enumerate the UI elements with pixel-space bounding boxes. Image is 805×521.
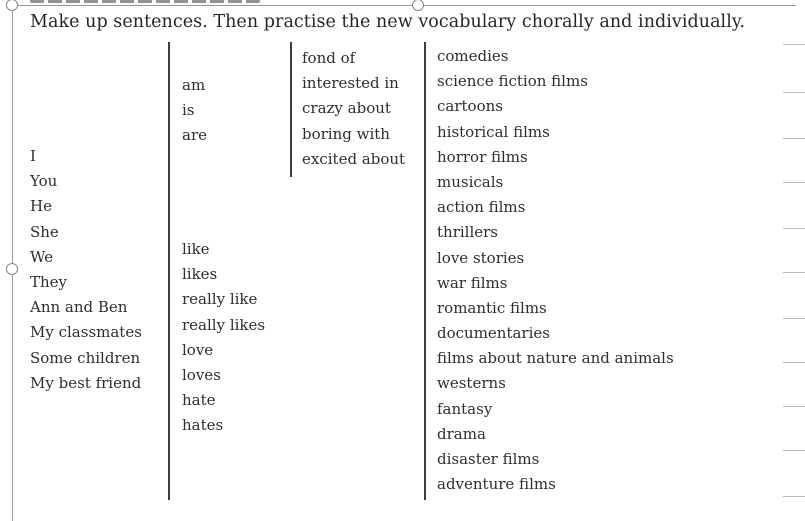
like-verb-item: really like (182, 290, 258, 309)
adjective-item: fond of (302, 49, 356, 67)
subject-item: I (30, 147, 36, 165)
film-genre-item: war films (437, 273, 508, 292)
like-verb-item: love (182, 340, 214, 359)
instruction-text: Make up sentences. Then practise the new vocabulary chorally and individually. (30, 12, 746, 32)
like-verb-item: likes (182, 265, 218, 284)
be-verb-item: am (182, 76, 206, 94)
like-verb-item: hates (182, 416, 224, 435)
like-verbs-column (182, 237, 265, 439)
film-genre-item: disaster films (437, 450, 540, 468)
subject-item: You (30, 172, 58, 191)
subject-item: We (30, 247, 54, 266)
film-genre-item: drama (437, 424, 486, 443)
film-genre-item: romantic films (437, 298, 547, 317)
film-genre-item: westerns (437, 374, 506, 393)
margin-tick (783, 496, 805, 497)
film-genre-item: historical films (437, 122, 550, 141)
margin-tick (783, 182, 805, 183)
column-divider-2 (290, 42, 292, 177)
film-genre-item: thrillers (437, 223, 498, 242)
subject-item: My classmates (30, 323, 142, 342)
resize-handle-top-middle[interactable] (412, 0, 424, 11)
adjective-item: excited about (302, 149, 406, 168)
film-genre-item: musicals (437, 172, 504, 191)
adjective-item: boring with (302, 124, 390, 143)
subjects-column (30, 144, 142, 396)
column-divider-1 (168, 42, 170, 500)
like-verb-item: hate (182, 391, 216, 410)
like-verb-item: like (182, 240, 210, 258)
resize-handle-top-left[interactable] (6, 0, 18, 11)
be-verbs-column (182, 73, 207, 149)
margin-tick (783, 228, 805, 229)
cropped-heading-fragment (30, 0, 260, 3)
be-verb-item: are (182, 126, 207, 145)
film-genre-item: adventure films (437, 475, 556, 494)
margin-tick (783, 92, 805, 93)
subject-item: They (30, 272, 68, 291)
subject-item: My best friend (30, 373, 142, 392)
margin-tick (783, 406, 805, 407)
subject-item: He (30, 197, 52, 216)
adjective-item: interested in (302, 74, 399, 93)
film-genre-item: fantasy (437, 399, 493, 418)
margin-tick (783, 450, 805, 451)
film-genre-item: films about nature and animals (437, 349, 674, 368)
column-divider-3 (424, 42, 426, 500)
subject-item: Ann and Ben (30, 298, 128, 317)
like-verb-item: really likes (182, 315, 266, 334)
be-verb-item: is (182, 101, 195, 120)
like-verb-item: loves (182, 365, 221, 384)
film-genre-item: cartoons (437, 97, 503, 116)
films-column (437, 44, 674, 497)
subject-item: Some children (30, 348, 141, 367)
resize-handle-middle-left[interactable] (6, 263, 18, 275)
film-genre-item: action films (437, 198, 526, 217)
film-genre-item: documentaries (437, 324, 550, 343)
margin-tick (783, 44, 805, 45)
film-genre-item: science fiction films (437, 72, 588, 91)
adjectives-column (302, 46, 405, 172)
adjective-item: crazy about (302, 99, 391, 118)
selection-frame-top (12, 5, 796, 6)
film-genre-item: love stories (437, 248, 525, 267)
margin-tick (783, 362, 805, 363)
film-genre-item: comedies (437, 47, 509, 65)
subject-item: She (30, 222, 59, 241)
margin-tick (783, 138, 805, 139)
film-genre-item: horror films (437, 147, 528, 166)
margin-tick (783, 272, 805, 273)
margin-tick (783, 318, 805, 319)
